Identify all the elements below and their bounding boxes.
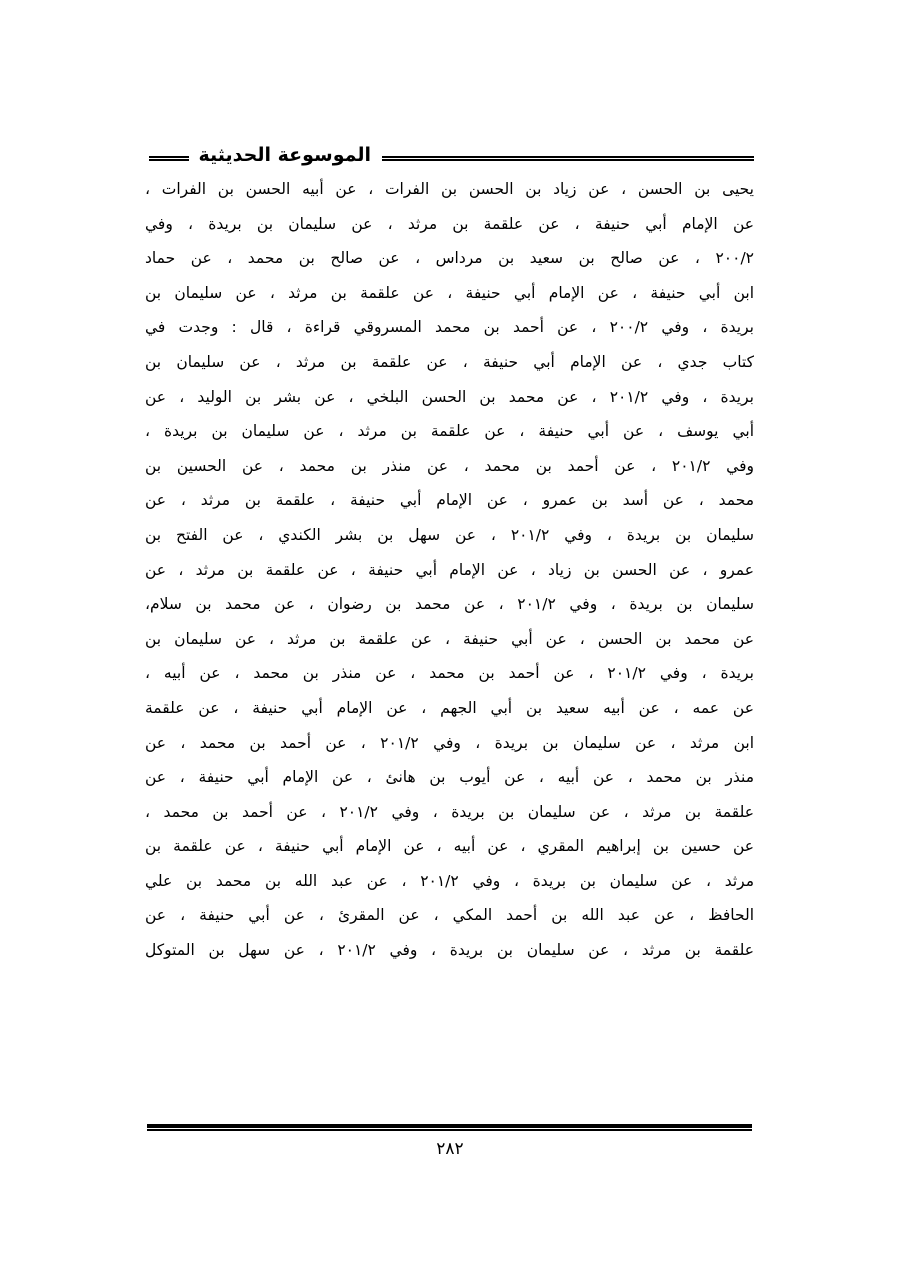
text-line: ابن أبي حنيفة ، عن الإمام أبي حنيفة ، عن علقمة بن مرثد ، عن سليمان بن (145, 283, 754, 302)
header-rule-long (382, 156, 754, 161)
header-rule-short (149, 156, 189, 161)
text-line: سليمان بن بريدة ، وفي ٢٠١/٢ ، عن محمد بن رضوان ، عن محمد بن سلام، (145, 595, 754, 614)
running-header (145, 142, 754, 172)
text-line: علقمة بن مرثد ، عن سليمان بن بريدة ، وفي ٢٠١/٢ ، عن أحمد بن محمد ، (145, 802, 754, 821)
text-line: مرثد ، عن سليمان بن بريدة ، وفي ٢٠١/٢ ، عن عبد الله بن محمد بن علي (145, 871, 754, 890)
text-line: عن عمه ، عن أبيه سعيد بن أبي الجهم ، عن الإمام أبي حنيفة ، عن علقمة (145, 698, 754, 717)
text-line: ٢٠٠/٢ ، عن صالح بن سعيد بن مرداس ، عن صالح بن محمد ، عن حماد (145, 249, 754, 268)
text-line: علقمة بن مرثد ، عن سليمان بن بريدة ، وفي ٢٠١/٢ ، عن سهل بن المتوكل (145, 941, 754, 960)
text-line: ابن مرثد ، عن سليمان بن بريدة ، وفي ٢٠١/٢ ، عن أحمد بن محمد ، عن (145, 733, 754, 752)
page-number: ٢٨٢ (436, 1139, 464, 1159)
text-line: وفي ٢٠١/٢ ، عن أحمد بن محمد ، عن منذر بن محمد ، عن الحسين بن (145, 456, 754, 475)
text-line: يحيى بن الحسن ، عن زياد بن الحسن بن الفرات ، عن أبيه الحسن بن الفرات ، (145, 180, 754, 198)
text-line: أبي يوسف ، عن أبي حنيفة ، عن علقمة بن مرثد ، عن سليمان بن بريدة ، (145, 422, 754, 441)
body-text (145, 172, 754, 968)
text-line: بريدة ، وفي ٢٠١/٢ ، عن أحمد بن محمد ، عن منذر بن محمد ، عن أبيه ، (145, 664, 754, 683)
text-line: بريدة ، وفي ٢٠٠/٢ ، عن أحمد بن محمد المسروقي قراءة ، قال : وجدت في (145, 318, 754, 337)
text-line: محمد ، عن أسد بن عمرو ، عن الإمام أبي حنيفة ، علقمة بن مرثد ، عن (145, 491, 754, 510)
footer-rule (147, 1124, 752, 1131)
page-title: الموسوعة الحديثية (198, 144, 371, 166)
text-line: منذر بن محمد ، عن أبيه ، عن أيوب بن هانئ ، عن الإمام أبي حنيفة ، عن (145, 768, 754, 787)
text-line: عن حسين بن إبراهيم المقري ، عن أبيه ، عن الإمام أبي حنيفة ، عن علقمة بن (145, 837, 754, 856)
text-line: عن محمد بن الحسن ، عن أبي حنيفة ، عن علقمة بن مرثد ، عن سليمان بن (145, 629, 754, 648)
text-line: عمرو ، عن الحسن بن زياد ، عن الإمام أبي حنيفة ، عن علقمة بن مرثد ، عن (145, 560, 754, 579)
text-line: الحافظ ، عن عبد الله بن أحمد المكي ، عن المقرئ ، عن أبي حنيفة ، عن (145, 906, 754, 925)
text-line: سليمان بن بريدة ، وفي ٢٠١/٢ ، عن سهل بن بشر الكندي ، عن الفتح بن (145, 525, 754, 544)
text-line: بريدة ، وفي ٢٠١/٢ ، عن محمد بن الحسن البلخي ، عن بشر بن الوليد ، عن (145, 387, 754, 406)
text-line: كتاب جدي ، عن الإمام أبي حنيفة ، عن علقمة بن مرثد ، عن سليمان بن (145, 352, 754, 371)
text-line: عن الإمام أبي حنيفة ، عن علقمة بن مرثد ، عن سليمان بن بريدة ، وفي (145, 214, 754, 233)
